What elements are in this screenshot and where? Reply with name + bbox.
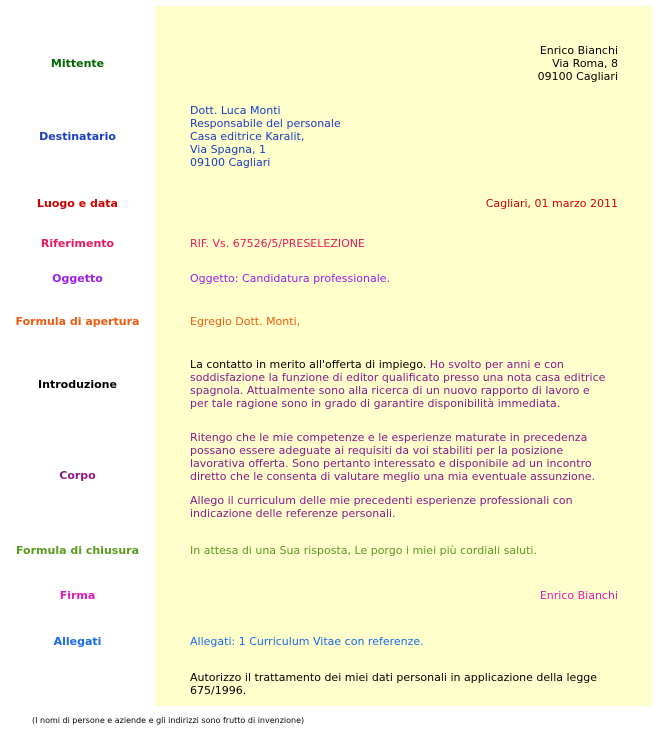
label-destinatario: Destinatario [39,130,116,143]
attachments: Allegati: 1 Curriculum Vitae con referenze. [190,635,424,648]
body-paragraph-1: Ritengo che le mie competenze e le esperienze maturate in precedenza possano essere adeguate ai requisiti da voi stabiliti per la posizione lavorativa offerta. Sono pertanto interessato e disponibile ad un incontro diretto che le consenta di valutare meglio una mia eventuale assunzione. [190,431,596,483]
label-corpo: Corpo [59,469,96,482]
sender-address [538,44,618,83]
sender-street: Via Roma, 8 [552,57,618,70]
reference: RIF. Vs. 67526/5/PRESELEZIONE [190,237,365,250]
label-oggetto: Oggetto [52,272,103,285]
footnote: (I nomi di persone e aziende e gli indirizzi sono frutto di invenzione) [32,716,305,725]
recipient-address [190,104,610,169]
recipient-line-5: 09100 Cagliari [190,156,271,169]
recipient-line-3: Casa editrice Karalit, [190,130,305,143]
introduction-rest: Ho svolto per anni e con soddisfazione la funzione di editor qualificato presso una nota casa editrice spagnola. Attualmente sono alla ricerca di un nuovo rapporto di lavoro e per tale ragione sono in grado di garantire disponibilità immediata. [190,358,606,410]
label-luogo-data: Luogo e data [37,197,118,210]
introduction-lead: La contatto in merito all'offerta di impiego. [190,358,427,371]
subject: Oggetto: Candidatura professionale. [190,272,391,285]
recipient-line-1: Dott. Luca Monti [190,104,281,117]
recipient-line-2: Responsabile del personale [190,117,341,130]
label-introduzione: Introduzione [38,378,117,391]
opening-formula: Egregio Dott. Monti, [190,315,301,328]
sender-city: 09100 Cagliari [537,70,618,83]
label-chiusura: Formula di chiusura [15,544,140,557]
closing-formula: In attesa di una Sua risposta, Le porgo i miei più cordiali saluti. [190,544,537,557]
place-date: Cagliari, 01 marzo 2011 [485,197,618,210]
signature: Enrico Bianchi [539,589,618,602]
recipient-line-4: Via Spagna, 1 [190,143,266,156]
label-mittente: Mittente [50,57,105,70]
label-apertura: Formula di apertura [15,315,140,328]
label-allegati: Allegati [53,635,102,648]
sender-name: Enrico Bianchi [539,44,618,57]
introduction [190,358,610,410]
privacy-consent: Autorizzo il trattamento dei miei dati personali in applicazione della legge 675/1996. [190,671,598,697]
label-riferimento: Riferimento [40,237,115,250]
label-firma: Firma [59,589,96,602]
body-paragraph-2: Allego il curriculum delle mie precedenti esperienze professionali con indicazione delle referenze personali. [190,494,573,520]
